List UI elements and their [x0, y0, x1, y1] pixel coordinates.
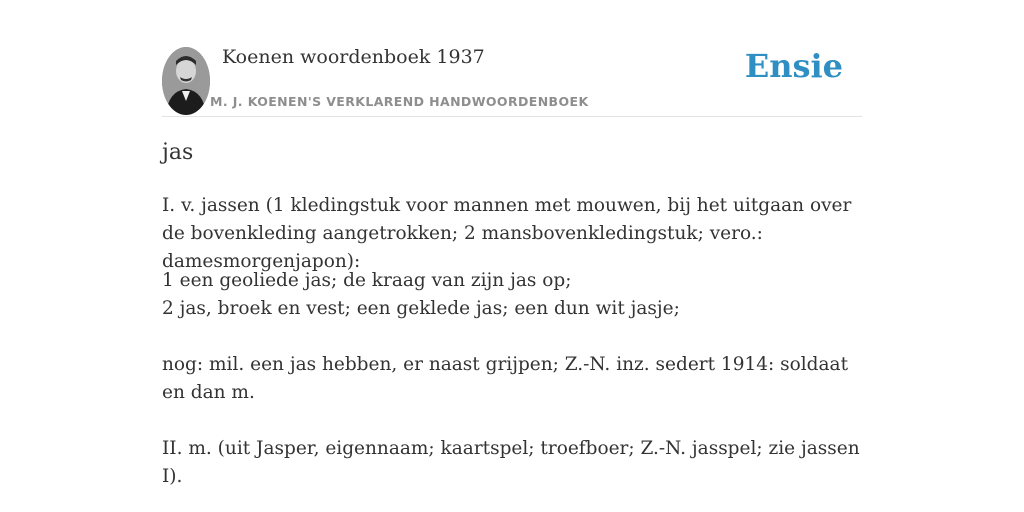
entry-headword: jas — [162, 140, 194, 165]
author-portrait — [162, 47, 210, 115]
author-portrait-image — [162, 47, 210, 115]
example-line: 1 een geoliede jas; de kraag van zijn jas op; — [162, 270, 572, 291]
entry-idiom: nog: mil. een jas hebben, er naast grijpen; Z.-N. inz. sedert 1914: soldaat en dan m. — [162, 354, 848, 403]
entry-definition: I. v. jassen (1 kledingstuk voor mannen met mouwen, bij het uitgaan over de bovenkleding aangetrokken; 2 mansbovenkledingstuk; vero.: damesmorgenjapon): — [162, 195, 852, 272]
book-subtitle: M. J. KOENEN'S VERKLAREND HANDWOORDENBOEK — [210, 94, 589, 109]
book-title[interactable]: Koenen woordenboek 1937 — [222, 46, 485, 68]
dictionary-page — [162, 0, 862, 512]
entry-second-meaning: II. m. (uit Jasper, eigennaam; kaartspel; troefboer; Z.-N. jasspel; zie jassen I). — [162, 438, 860, 487]
ensie-logo-link[interactable]: Ensie — [744, 47, 843, 85]
example-line: 2 jas, broek en vest; een geklede jas; een dun wit jasje; — [162, 298, 680, 319]
dictionary-header — [162, 0, 862, 117]
entry-examples — [162, 267, 862, 323]
